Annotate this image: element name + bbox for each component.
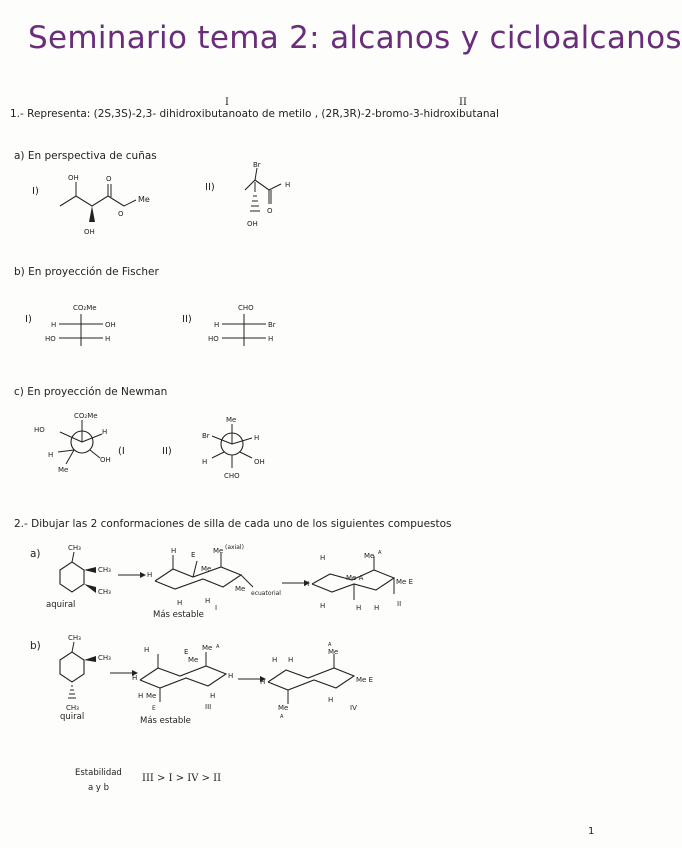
aquiral-label: aquiral (46, 600, 76, 610)
h-label: H (304, 580, 310, 588)
h-label: H (320, 554, 326, 562)
oh-label: OH (100, 456, 111, 464)
me-e-label: Me E (396, 578, 413, 586)
me-label: Me (278, 704, 289, 712)
mas-estable-label: Más estable (153, 610, 204, 620)
ch3-label: CH₃ (68, 544, 81, 552)
o-carbonyl: O (106, 175, 112, 183)
me-label: Me (213, 547, 224, 555)
stability-sublabel: a y b (88, 783, 110, 793)
h-label: H (177, 599, 183, 607)
fischer-structure-i (25, 300, 125, 350)
h-label: H (272, 656, 278, 664)
h-label: H (202, 458, 208, 466)
ch3-label: CH₃ (68, 634, 81, 642)
ho-label: HO (45, 335, 56, 343)
oh-top: OH (68, 174, 79, 182)
fischer-structure-ii (182, 300, 282, 350)
number-i: I (215, 604, 218, 612)
h-label: H (48, 451, 54, 459)
ch3-label: CH₃ (66, 704, 79, 712)
a-label: A (328, 642, 332, 648)
h-label: H (328, 696, 334, 704)
oh-label: OH (254, 458, 265, 466)
ho-label: HO (34, 426, 45, 434)
me-label: Me (58, 466, 69, 474)
h-label: H (228, 672, 234, 680)
h-label: H (210, 692, 216, 700)
label-ii: II) (182, 314, 192, 325)
me-label: Me (364, 552, 375, 560)
ho-label: HO (208, 335, 219, 343)
o-ester: O (118, 210, 124, 218)
h-label: H (356, 604, 362, 612)
chair-conformation-iv (258, 640, 388, 720)
h-label: H (374, 604, 380, 612)
a-label: A (216, 644, 220, 650)
me-label: Me (235, 585, 246, 593)
e-label: E (152, 705, 156, 712)
section-a-label: a) (30, 548, 41, 560)
stability-label: Estabilidad (75, 768, 122, 778)
h-label: H (144, 646, 150, 654)
h-label: H (254, 434, 260, 442)
co2me-label: CO₂Me (74, 412, 98, 420)
section-b-fischer: b) En proyección de Fischer (14, 266, 159, 278)
co2me-label: CO₂Me (73, 304, 97, 312)
br-label: Br (253, 161, 261, 169)
number-iii: III (205, 703, 212, 711)
h-label: H (288, 656, 294, 664)
arrow-icon (118, 570, 148, 580)
h-label: H (51, 321, 57, 329)
a-label: A (280, 714, 284, 720)
stability-order: III > I > IV > II (142, 773, 222, 784)
compound-b-ring (40, 630, 120, 720)
me-label: Me (146, 692, 157, 700)
me-label: Me (202, 644, 213, 652)
me-e-label: Me E (356, 676, 373, 684)
me-label: Me (188, 656, 199, 664)
number-ii: II (397, 600, 402, 608)
axial-label: (axial) (225, 544, 244, 551)
wedge-structure-ii (205, 160, 315, 240)
cho-label: CHO (224, 472, 240, 480)
h-label: H (102, 428, 108, 436)
ch3-label: CH₃ (98, 654, 111, 662)
h-label: H (171, 547, 177, 555)
chair-conformation-ii (302, 548, 422, 618)
me-label: Me (201, 565, 212, 573)
marker-i: I (225, 97, 229, 108)
ch3-label: CH₃ (98, 588, 111, 596)
page-number: 1 (588, 826, 595, 837)
label-i: (I (118, 446, 125, 457)
cho-label: CHO (238, 304, 254, 312)
label-ii: II) (162, 446, 172, 457)
h-label: H (260, 678, 266, 686)
br-label: Br (202, 432, 210, 440)
h-label: H (138, 692, 144, 700)
section-a-wedge: a) En perspectiva de cuñas (14, 150, 157, 162)
number-iv: IV (350, 704, 357, 712)
h-label: H (268, 335, 274, 343)
exercise-2-statement: 2.- Dibujar las 2 conformaciones de silla de cada uno de los siguientes compuestos (14, 518, 452, 530)
o-aldehyde: O (267, 207, 273, 215)
h-label: H (205, 597, 211, 605)
quiral-label: quiral (60, 712, 85, 722)
h-label: H (132, 674, 138, 682)
h-label: H (320, 602, 326, 610)
h-label: H (214, 321, 220, 329)
oh-bottom: OH (84, 228, 95, 236)
me-a-label: Me A (346, 574, 364, 582)
oh-label: OH (247, 220, 258, 228)
h-label: H (105, 335, 111, 343)
br-label: Br (268, 321, 276, 329)
a-label: A (378, 550, 382, 556)
exercise-1-statement: 1.- Representa: (2S,3S)-2,3- dihidroxibutanoato de metilo , (2R,3R)-2-bromo-3-hidroxibutanal (10, 108, 499, 120)
me-label: Me (328, 648, 339, 656)
ch3-label: CH₃ (98, 566, 111, 574)
section-c-newman: c) En proyección de Newman (14, 386, 168, 398)
e-label: E (191, 551, 196, 559)
mas-estable-label: Más estable (140, 716, 191, 726)
newman-structure-ii (160, 410, 280, 485)
wedge-structure-i (32, 168, 180, 238)
label-i: I) (32, 186, 39, 197)
oh-label: OH (105, 321, 116, 329)
newman-structure-i (30, 410, 140, 480)
ecuatorial-label: ecuatorial (251, 590, 281, 597)
h-aldehyde: H (285, 181, 291, 189)
marker-ii: II (459, 97, 467, 108)
label-ii: II) (205, 182, 215, 193)
me-ester: Me (138, 195, 150, 204)
label-i: I) (25, 314, 32, 325)
page-title: Seminario tema 2: alcanos y cicloalcanos (28, 20, 682, 56)
h-label: H (147, 571, 153, 579)
e-label: E (184, 648, 189, 656)
me-label: Me (226, 416, 237, 424)
section-b-label: b) (30, 640, 41, 652)
